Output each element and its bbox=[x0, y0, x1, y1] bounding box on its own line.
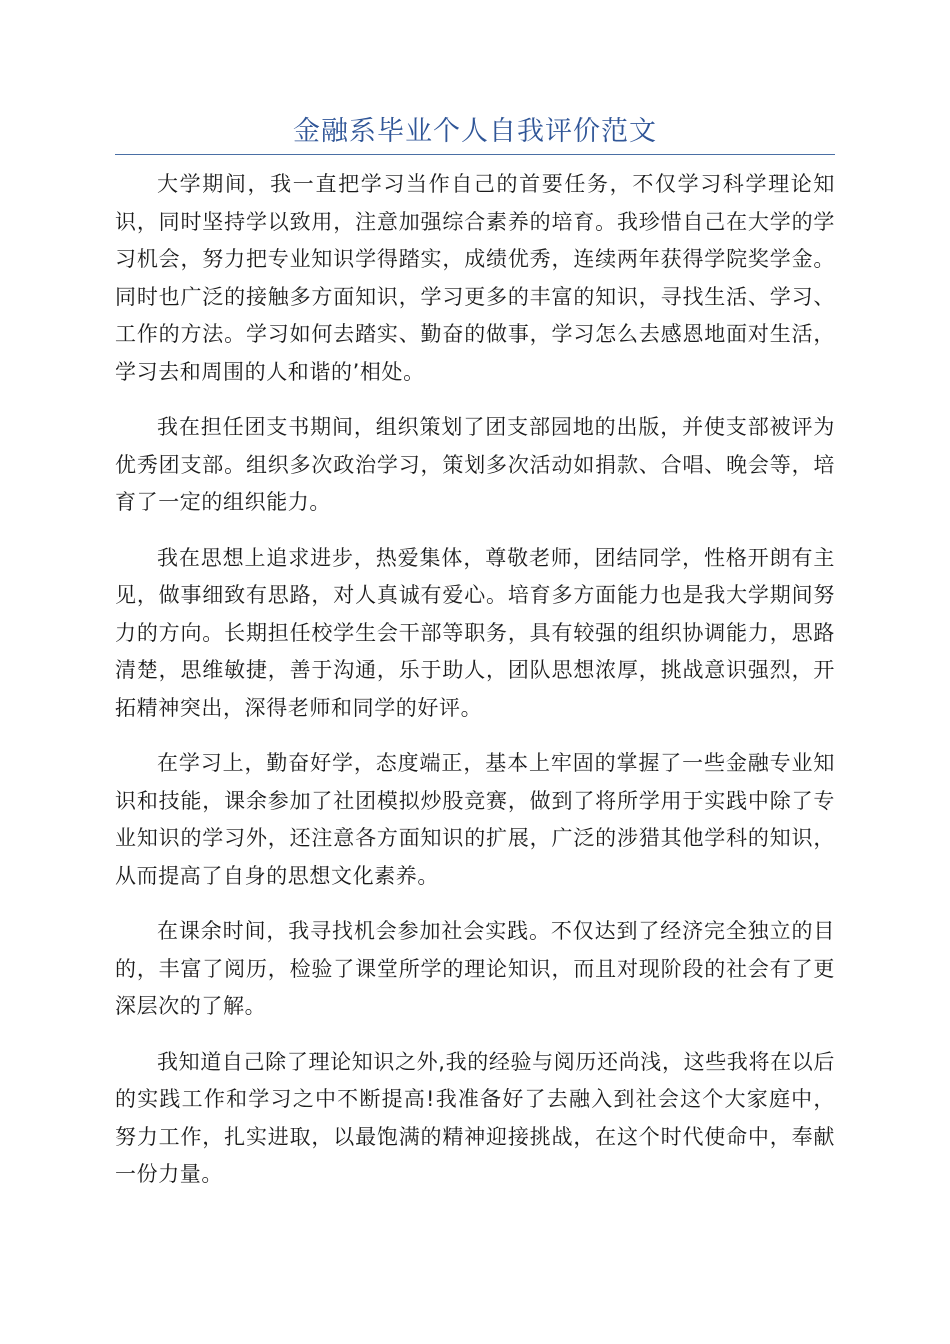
paragraph-league-secretary: 我在担任团支书期间，组织策划了团支部园地的出版，并使支部被评为优秀团支部。组织多次政治学习，策划多次活动如捐款、合唱、晚会等，培育了一定的组织能力。 bbox=[115, 415, 835, 514]
paragraph-learning-attitude: 在学习上，勤奋好学，态度端正，基本上牢固的掌握了一些金融专业知识和技能，课余参加了社团模拟炒股竞赛，做到了将所学用于实践中除了专业知识的学习外，还注意各方面知识的扩展，广泛的涉猎其他学科的知识，从而提高了自身的思想文化素养。 bbox=[115, 751, 835, 888]
document-body bbox=[115, 166, 835, 1212]
paragraph-character: 我在思想上追求进步，热爱集体，尊敬老师，团结同学，性格开朗有主见，做事细致有思路，对人真诚有爱心。培育多方面能力也是我大学期间努力的方向。长期担任校学生会干部等职务，具有较强的组织协调能力，思路清楚，思维敏捷，善于沟通，乐于助人，团队思想浓厚，挑战意识强烈，开拓精神突出，深得老师和同学的好评。 bbox=[115, 545, 835, 720]
title-underline bbox=[115, 154, 835, 155]
document-title: 金融系毕业个人自我评价范文 bbox=[293, 116, 657, 147]
paragraph-social-practice: 在课余时间，我寻找机会参加社会实践。不仅达到了经济完全独立的目的，丰富了阅历，检验了课堂所学的理论知识，而且对现阶段的社会有了更深层次的了解。 bbox=[115, 919, 835, 1018]
paragraph-outlook: 我知道自己除了理论知识之外,我的经验与阅历还尚浅，这些我将在以后的实践工作和学习之中不断提高!我准备好了去融入到社会这个大家庭中，努力工作，扎实进取，以最饱满的精神迎接挑战，在这个时代使命中，奉献一份力量。 bbox=[115, 1049, 835, 1186]
paragraph-study: 大学期间，我一直把学习当作自己的首要任务，不仅学习科学理论知识，同时坚持学以致用，注意加强综合素养的培育。我珍惜自己在大学的学习机会，努力把专业知识学得踏实，成绩优秀，连续两年获得学院奖学金。同时也广泛的接触多方面知识，学习更多的丰富的知识，寻找生活、学习、工作的方法。学习如何去踏实、勤奋的做事，学习怎么去感恩地面对生活，学习去和周围的人和谐的’相处。 bbox=[115, 172, 835, 384]
title-container bbox=[115, 112, 835, 152]
